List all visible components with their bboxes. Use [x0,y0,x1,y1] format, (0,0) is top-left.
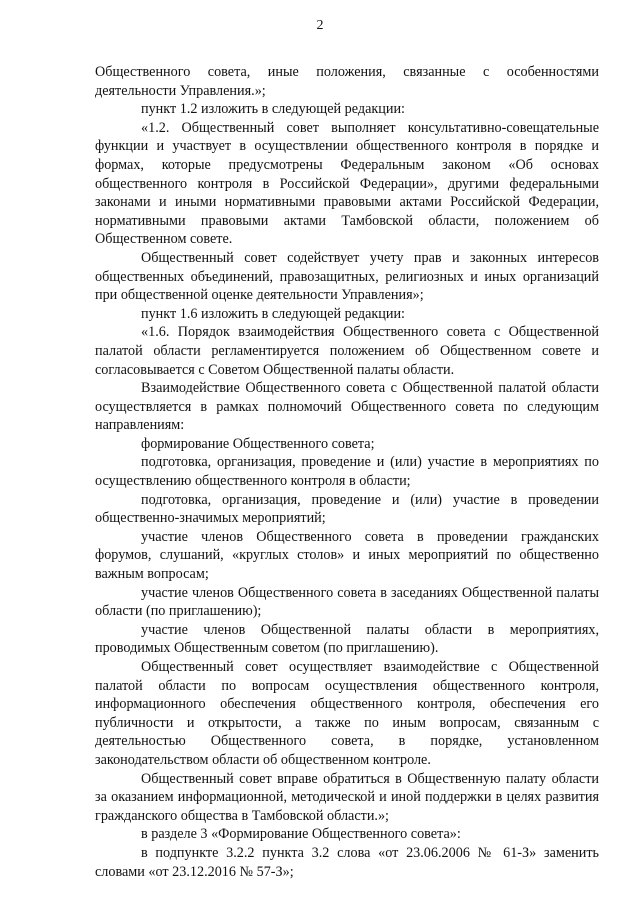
document-body [95,63,599,881]
paragraph: участие членов Общественной палаты области в мероприятиях, проводимых Общественным советом (по приглашению). [95,621,599,657]
paragraph: Общественный совет вправе обратиться в Общественную палату области за оказанием информационной, методической и иной поддержки в целях развития гражданского общества в Тамбовской области.»; [95,770,599,824]
page-number: 2 [316,18,324,33]
paragraph: подготовка, организация, проведение и (или) участие в проведении общественно-значимых мероприятий; [95,491,599,527]
paragraph: подготовка, организация, проведение и (или) участие в мероприятиях по осуществлению общественного контроля в области; [95,454,599,490]
paragraph: Общественный совет содействует учету прав и законных интересов общественных объединений, правозащитных, религиозных и иных организаций при общественной оценке деятельности Управления»; [95,249,599,304]
paragraph: Общественного совета, иные положения, связанные с особенностями деятельности Управления.»; [95,64,599,99]
paragraph: Взаимодействие Общественного совета с Общественной палатой области осуществляется в рамках полномочий Общественного совета по следующим направлениям: [95,380,599,434]
paragraph: формирование Общественного совета; [141,435,375,452]
paragraph: участие членов Общественного совета в заседаниях Общественной палаты области (по приглашению); [95,584,599,620]
paragraph: пункт 1.2 изложить в следующей редакции: [141,101,405,118]
paragraph: в разделе 3 «Формирование Общественного совета»: [141,826,461,843]
paragraph: в подпункте 3.2.2 пункта 3.2 слова «от 23.06.2006 № 61-З» заменить словами «от 23.12.2016 № 57-З»; [95,844,599,880]
paragraph: участие членов Общественного совета в проведении гражданских форумов, слушаний, «круглых столов» и иных мероприятий по общественно важным вопросам; [95,528,599,583]
paragraph: «1.2. Общественный совет выполняет консультативно-совещательные функции и участвует в осуществлении общественного контроля в порядке и формах, которые предусмотрены Федеральным законом «Об основах общественного контроля в Российской Федерации», другими федеральными законами и иными нормативными правовыми актами Российской Федерации, нормативными правовыми актами Тамбовской области, положением об Общественном совете. [95,119,599,248]
paragraph: Общественный совет осуществляет взаимодействие с Общественной палатой области по вопросам осуществления общественного контроля, информационного обеспечения общественного контроля, обеспечения его публичности и открытости, а также по иным вопросам, связанным с деятельностью Общественного совета, в порядке, установленном законодательством области об общественном контроле. [95,659,599,768]
paragraph: «1.6. Порядок взаимодействия Общественного совета с Общественной палатой области регламентируется положением об Общественном совете и согласовывается с Советом Общественной палаты области. [95,324,599,378]
paragraph: пункт 1.6 изложить в следующей редакции: [141,305,405,322]
